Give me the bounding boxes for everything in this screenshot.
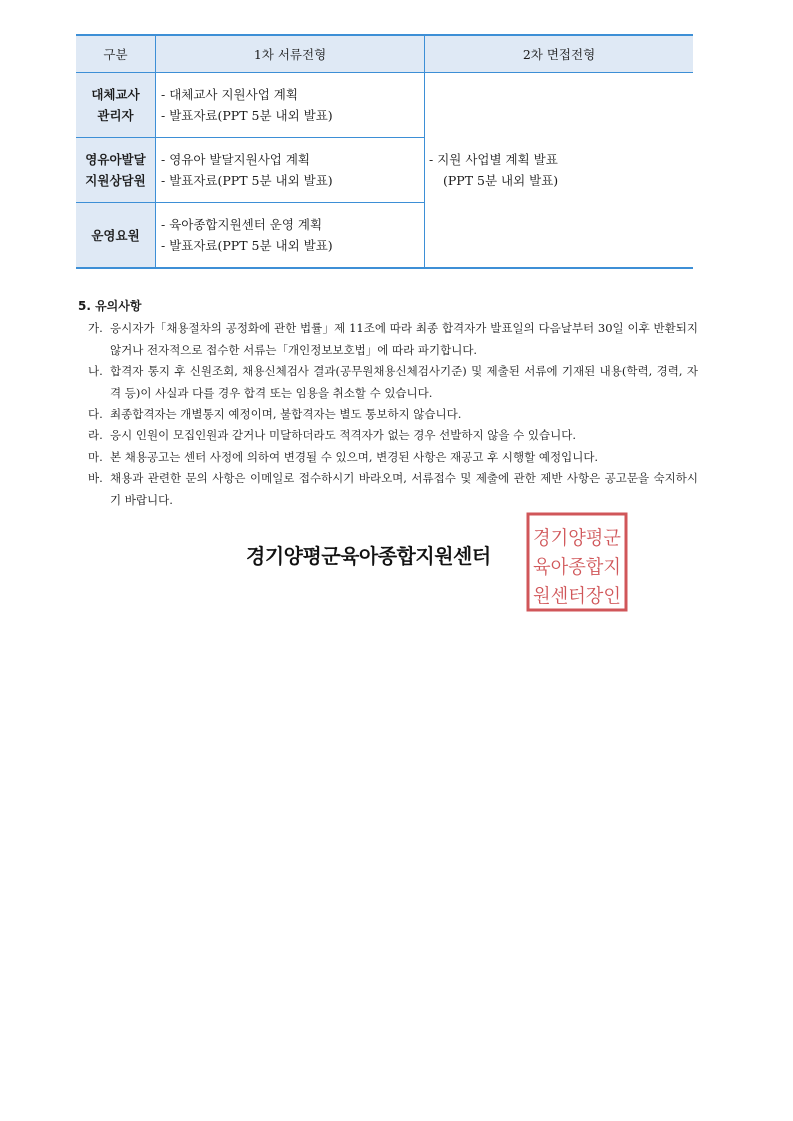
document-item: - 발표자료(PPT 5분 내외 발표) — [161, 173, 333, 188]
category-line: 관리자 — [97, 108, 134, 123]
document-item: - 발표자료(PPT 5분 내외 발표) — [161, 108, 333, 123]
note-marker: 마. — [88, 449, 103, 464]
row-category — [76, 138, 156, 203]
note-marker: 나. — [88, 364, 103, 379]
row-document-items — [156, 73, 425, 138]
row-category — [76, 73, 156, 138]
note-item — [78, 425, 698, 446]
note-item — [78, 404, 698, 425]
interview-item: - 지원 사업별 계획 발표 — [429, 152, 558, 167]
note-marker: 바. — [88, 471, 103, 486]
notes-title: 5. 유의사항 — [78, 299, 142, 313]
note-text: 채용과 관련한 문의 사항은 이메일로 접수하시기 바라오며, 서류접수 및 제출에 관한 제반 사항은 공고문을 숙지하시기 바랍니다. — [110, 471, 698, 507]
document-item: - 영유아 발달지원사업 계획 — [161, 152, 310, 167]
table-header-row — [76, 35, 693, 73]
category-line: 운영요원 — [91, 227, 140, 243]
note-text: 응시자가「채용절차의 공정화에 관한 법률」제 11조에 따라 최종 합격자가 발표일의 다음날부터 30일 이후 반환되지 않거나 전자적으로 접수한 서류는「개인정보보호법」에 따라 파기합니다. — [110, 321, 698, 357]
category-line: 영유아발달 — [85, 152, 146, 167]
note-text: 최종합격자는 개별통지 예정이며, 불합격자는 별도 통보하지 않습니다. — [110, 407, 462, 422]
svg-text:경기양평군: 경기양평군 — [533, 527, 625, 549]
notes-section — [78, 296, 698, 511]
interview-item: (PPT 5분 내외 발표) — [443, 173, 559, 188]
category-line: 대체교사 — [91, 87, 140, 102]
note-marker: 다. — [88, 407, 103, 422]
svg-text:원센터장인: 원센터장인 — [533, 585, 621, 607]
row-document-items — [156, 203, 425, 269]
note-marker: 가. — [88, 321, 103, 336]
note-marker: 라. — [88, 428, 103, 443]
svg-text:육아종합지: 육아종합지 — [533, 556, 621, 578]
organization-name: 경기양평군육아종합지원센터 — [246, 544, 491, 568]
note-text: 합격자 통지 후 신원조회, 채용신체검사 결과(공무원채용신체검사기준) 및 제출된 서류에 기재된 내용(학력, 경력, 자격 등)이 사실과 다를 경우 합격 또는 임용을 취소할 수 있습니다. — [110, 364, 698, 400]
note-text: 본 채용공고는 센터 사정에 의하여 변경될 수 있으며, 변경된 사항은 재공고 후 시행할 예정입니다. — [110, 449, 599, 464]
document-item: - 발표자료(PPT 5분 내외 발표) — [161, 238, 333, 253]
note-item — [78, 447, 698, 468]
category-line: 지원상담원 — [85, 173, 146, 188]
header-interview-screening: 2차 면접전형 — [425, 35, 694, 73]
interview-cell — [425, 73, 694, 269]
table-row — [76, 73, 693, 138]
note-item — [78, 318, 698, 361]
row-category — [76, 203, 156, 269]
document-item: - 대체교사 지원사업 계획 — [161, 87, 298, 102]
official-seal-stamp — [525, 511, 629, 613]
row-document-items — [156, 138, 425, 203]
screening-table — [76, 34, 693, 269]
note-text: 응시 인원이 모집인원과 같거나 미달하더라도 적격자가 없는 경우 선발하지 않을 수 있습니다. — [110, 428, 577, 443]
header-document-screening: 1차 서류전형 — [156, 35, 425, 73]
note-item — [78, 468, 698, 511]
note-item — [78, 361, 698, 404]
header-category: 구분 — [76, 35, 156, 73]
document-item: - 육아종합지원센터 운영 계획 — [161, 217, 323, 232]
